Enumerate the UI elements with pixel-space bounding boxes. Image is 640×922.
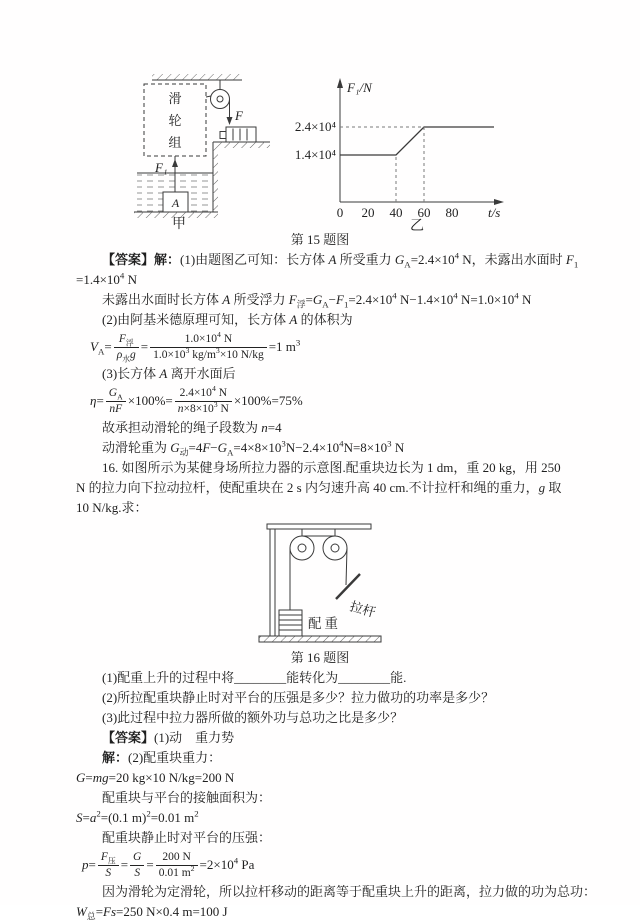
answer15-line7: 动滑轮重为 $G_动=4F-G_A=4\times 8\times 10^3N-2.4\times 10^4N=8\times 10^3$ N [102, 438, 405, 458]
answer15-line3: 未露出水面时长方体 A 所受浮力 $F_浮=G_A-F_1=2.4\times 10^4$ $N-1.4\times 10^4$ $N=1.0\times 10^4$ N [102, 290, 532, 310]
weight-label: 配重 [307, 616, 341, 631]
question16-intro: 16. 如图所示为某健身场所拉力器的示意图.配重块边长为 1 dm，重 20 kg，用 250 N 的拉力向下拉动拉杆，使配重块在 2 s 内匀速升高 40 cm.不计拉杆和绳的重力，g 取 10 N/kg.求： [76, 460, 562, 515]
answer16-line3: G=mg=20 kg×10 N/kg=200 N [76, 770, 235, 785]
formula-pressure: p= $\frac{F_压}{S}$ = $\frac{G}{S}$ = $\frac{200 N}{0.01 m^2}$ $=2\times 10^4$ Pa [82, 851, 255, 879]
jia-label: 甲 [171, 217, 186, 232]
rod-label: 拉杆 [347, 598, 377, 621]
answer15-line2: $=1.4\times 10^4$ N [76, 270, 137, 287]
fraction: $\frac{1.0\times 10^4 N}{1.0\times 10^3 kg/m^3\times 10 N/kg}$ [150, 332, 267, 362]
pull-rod [336, 574, 360, 599]
x-tick-label: 0 [336, 205, 343, 220]
figure15-jia-diagram [124, 70, 274, 230]
figure15-yi-graph [292, 70, 517, 234]
graph-curve [340, 127, 494, 155]
question16-sub3: (3)此过程中拉力器所做的额外功与总功之比是多少？ [102, 710, 404, 725]
pulley-group-char: 滑 [167, 91, 182, 106]
block-a-label: A [171, 196, 179, 210]
fraction: $\frac{F_浮}{\rho_水g}$ [114, 332, 139, 362]
answer15-line5: (3)长方体 A 离开水面后 [102, 366, 236, 381]
force-f-arrow [226, 117, 232, 125]
answer16-line1: 【答案】(1)动 重力势 [102, 730, 235, 745]
answer16-line7: 因为滑轮为定滑轮，所以拉杆移动的距离等于配重块上升的距离，拉力做的功为总功： [102, 884, 597, 899]
y-tick-label: 2.4×10⁴ [294, 119, 336, 134]
question-16-section [76, 458, 568, 518]
yi-label: 乙 [409, 219, 424, 234]
figure-15-caption: 第 15 题图 [290, 232, 350, 247]
force-f1-label: F₁ [154, 160, 167, 175]
figure-16-caption: 第 16 题图 [290, 650, 350, 665]
graph-dashed-guides [340, 127, 424, 202]
answer15-line6: 故承担动滑轮的绳子段数为 n=4 [102, 420, 282, 435]
answer-15-section [76, 250, 579, 458]
answer-16-section [76, 728, 597, 922]
force-f-label: F [234, 108, 243, 123]
fraction: $\frac{200 N}{0.01 m^2}$ [156, 850, 198, 880]
graph-axes [337, 78, 504, 205]
x-axis-label: t/s [487, 205, 500, 220]
formula-volume: $V_A=$ $\frac{F_浮}{\rho_水g}$ = $\frac{1.0\times 10^4 N}{1.0\times 10^3 kg/m^3\times 10 N/kg}$ =1 $m^3$ [90, 330, 301, 363]
fraction: $\frac{G}{S}$ [130, 850, 144, 880]
question-16-subquestions [76, 668, 568, 728]
force-f1-arrow [172, 159, 178, 167]
figure16-diagram [243, 518, 398, 648]
answer16-line4: 配重块与平台的接触面积为： [102, 790, 272, 805]
figure-16 [0, 518, 640, 648]
fraction: $\frac{G_A}{nF}$ [106, 386, 126, 416]
answer15-line4: (2)由阿基米德原理可知，长方体 A 的体积为 [102, 312, 353, 327]
y-tick-label: 1.4×10⁴ [294, 147, 336, 162]
jia-structure [134, 74, 270, 218]
answer15-line1: 【答案】解：(1)由题图乙可知：长方体 A 所受重力 $G_A=2.4\times 10^4$ N，未露出水面时 $F_1$ [102, 250, 579, 270]
figure-15 [0, 70, 640, 234]
ceiling-hatch [152, 74, 242, 80]
question16-sub1: (1)配重上升的过程中将________能转化为________能. [102, 670, 407, 685]
pulley-group-char: 轮 [167, 113, 182, 128]
question16-sub2: (2)所拉配重块静止时对平台的压强是多少？拉力做功的功率是多少？ [102, 690, 495, 705]
fraction: $\frac{F_压}{S}$ [98, 850, 119, 880]
formula-efficiency: η= $\frac{G_A}{nF}$ ×100%= $\frac{2.4\times 10^4 N}{n\times 8\times 10^3 N}$ ×100%=75% [90, 384, 303, 415]
answer16-line6: 配重块静止时对平台的压强： [102, 830, 272, 845]
y-axis-label: F₁/N [346, 80, 372, 95]
answer16-line8: $W_总=Fs=250$ N×0.4 m=100 J [76, 904, 228, 922]
pulley-group-char: 组 [167, 135, 182, 150]
answer16-line5: $S=a^2=(0.1$ m)$^2$=0.01 $m^2$ [76, 808, 199, 825]
counterweight [279, 610, 302, 636]
fraction: $\frac{2.4\times 10^4 N}{n\times 8\times 10^3 N}$ [175, 386, 232, 416]
base-platform [259, 636, 381, 642]
answer16-line2: 解：(2)配重块重力： [102, 750, 222, 765]
x-tick-label: 40 [389, 205, 402, 220]
x-tick-label: 20 [361, 205, 374, 220]
winch-machine [220, 127, 256, 142]
x-tick-label: 60 [417, 205, 430, 220]
x-tick-label: 80 [445, 205, 458, 220]
